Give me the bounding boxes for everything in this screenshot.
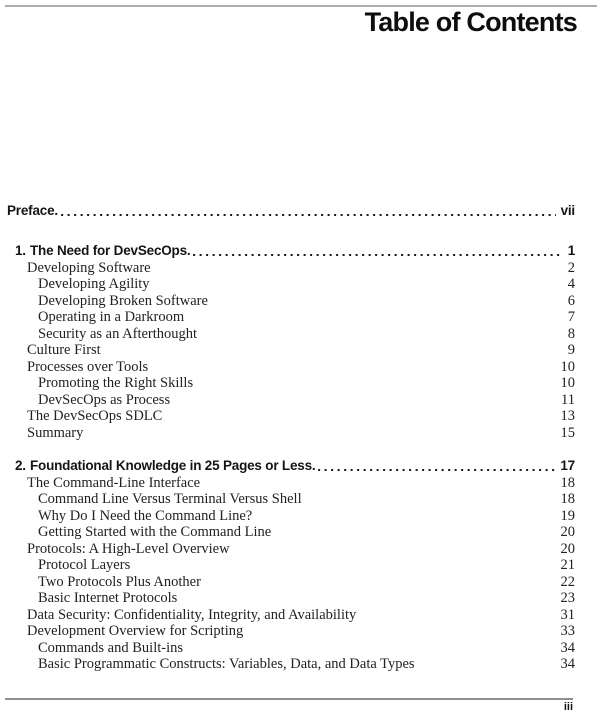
toc-entry-label: Culture First <box>27 342 101 358</box>
toc-entry-page-number: 18 <box>560 474 575 491</box>
toc-entry-label: Two Protocols Plus Another <box>38 573 201 590</box>
toc-entry-label: DevSecOps as Process <box>38 391 171 408</box>
toc-entry-row <box>7 524 575 541</box>
toc-entry-page-number: 18 <box>560 491 575 507</box>
toc-entry-row <box>7 607 575 624</box>
toc-entry-row <box>7 623 575 640</box>
toc-entry-page-number: 2 <box>567 259 575 276</box>
toc-entry-label: Why Do I Need the Command Line? <box>38 507 253 524</box>
toc-entry-row <box>7 656 575 673</box>
toc-chapter-row <box>7 458 575 475</box>
toc-entry-page-number: 6 <box>567 292 575 309</box>
toc-entry-label: Developing Broken Software <box>38 292 208 309</box>
toc-entry-page-number: 31 <box>560 606 575 623</box>
toc-entry-page-number: 22 <box>560 573 575 590</box>
toc-entry-row <box>7 590 575 607</box>
toc-entry-row <box>7 359 575 376</box>
toc-preface-row <box>7 203 575 220</box>
toc-entry-row <box>7 375 575 392</box>
toc-entry-label: Protocol Layers <box>38 557 131 573</box>
toc-preface-page-number: vii <box>560 203 575 218</box>
toc-entry-row <box>7 425 575 442</box>
toc-entry-row <box>7 326 575 343</box>
toc-chapter-title: The Need for DevSecOps. <box>30 243 191 258</box>
toc-entry-page-number: 20 <box>560 540 575 557</box>
toc-chapter-row <box>7 243 575 260</box>
toc-entry-page-number: 23 <box>560 590 575 606</box>
toc-entry-row <box>7 392 575 409</box>
toc-entry-row <box>7 293 575 310</box>
footer-rule <box>5 698 573 700</box>
toc-entry-page-number: 10 <box>560 375 575 391</box>
toc-chapter-page-number: 1 <box>567 243 575 258</box>
toc-entry-label: The DevSecOps SDLC <box>27 408 163 424</box>
toc-entry-page-number: 10 <box>560 358 575 375</box>
toc-entry-page-number: 7 <box>567 309 575 325</box>
toc-entry-row <box>7 276 575 293</box>
toc-chapter-page-number: 17 <box>560 458 575 473</box>
toc-entry-row <box>7 475 575 492</box>
toc-entry-page-number: 20 <box>560 524 575 540</box>
toc-entry-page-number: 19 <box>560 507 575 524</box>
toc-entry-label: The Command-Line Interface <box>27 474 201 491</box>
toc-entry-label: Development Overview for Scripting <box>27 623 244 639</box>
dot-leader <box>193 243 562 260</box>
toc-entry-label: Basic Programmatic Constructs: Variables, Data, and Data Types <box>38 656 415 672</box>
toc-entry-label: Security as an Afterthought <box>38 325 198 342</box>
toc-entry-page-number: 8 <box>567 325 575 342</box>
toc-entry-page-number: 13 <box>560 408 575 424</box>
toc-entry-row <box>7 309 575 326</box>
toc-entry-label: Developing Software <box>27 259 151 276</box>
toc-entry-page-number: 11 <box>561 391 575 408</box>
toc-entry-label: Command Line Versus Terminal Versus Shell <box>38 491 302 507</box>
toc-entry-label: Getting Started with the Command Line <box>38 524 272 540</box>
toc-entry-row <box>7 574 575 591</box>
page-title: Table of Contents <box>364 7 577 37</box>
toc-chapter-title: Foundational Knowledge in 25 Pages or Less. <box>30 458 316 473</box>
toc-entry-label: Commands and Built-ins <box>38 639 183 656</box>
toc-entry-label: Basic Internet Protocols <box>38 590 178 606</box>
toc-entry-page-number: 33 <box>560 623 575 639</box>
toc-entry-page-number: 34 <box>560 639 575 656</box>
toc-chapter-number: 1. <box>15 243 26 258</box>
toc-entry-page-number: 34 <box>560 656 575 672</box>
dot-leader <box>318 458 555 475</box>
toc-entry-row <box>7 508 575 525</box>
toc-entry-label: Protocols: A High-Level Overview <box>27 540 230 557</box>
folio-page-number: iii <box>563 701 573 713</box>
toc-entry-label: Processes over Tools <box>27 358 149 375</box>
toc-entry-row <box>7 342 575 359</box>
toc-chapter-number: 2. <box>15 458 26 473</box>
toc-entry-page-number: 21 <box>560 557 575 573</box>
dot-leader <box>61 203 556 220</box>
toc-entry-row <box>7 491 575 508</box>
toc-entry-row <box>7 541 575 558</box>
toc-entry-page-number: 4 <box>567 276 575 292</box>
toc-body <box>7 203 575 673</box>
toc-entry-row <box>7 640 575 657</box>
toc-entry-label: Developing Agility <box>38 276 150 292</box>
toc-entry-label: Promoting the Right Skills <box>38 375 194 391</box>
toc-entry-label: Data Security: Confidentiality, Integrity, and Availability <box>27 606 357 623</box>
toc-entry-page-number: 9 <box>567 342 575 358</box>
toc-entry-label: Summary <box>27 424 84 441</box>
toc-entry-label: Operating in a Darkroom <box>38 309 185 325</box>
toc-entry-row <box>7 260 575 277</box>
toc-preface-label: Preface. <box>7 203 58 218</box>
toc-entry-row <box>7 408 575 425</box>
toc-entry-row <box>7 557 575 574</box>
toc-entry-page-number: 15 <box>560 424 575 441</box>
